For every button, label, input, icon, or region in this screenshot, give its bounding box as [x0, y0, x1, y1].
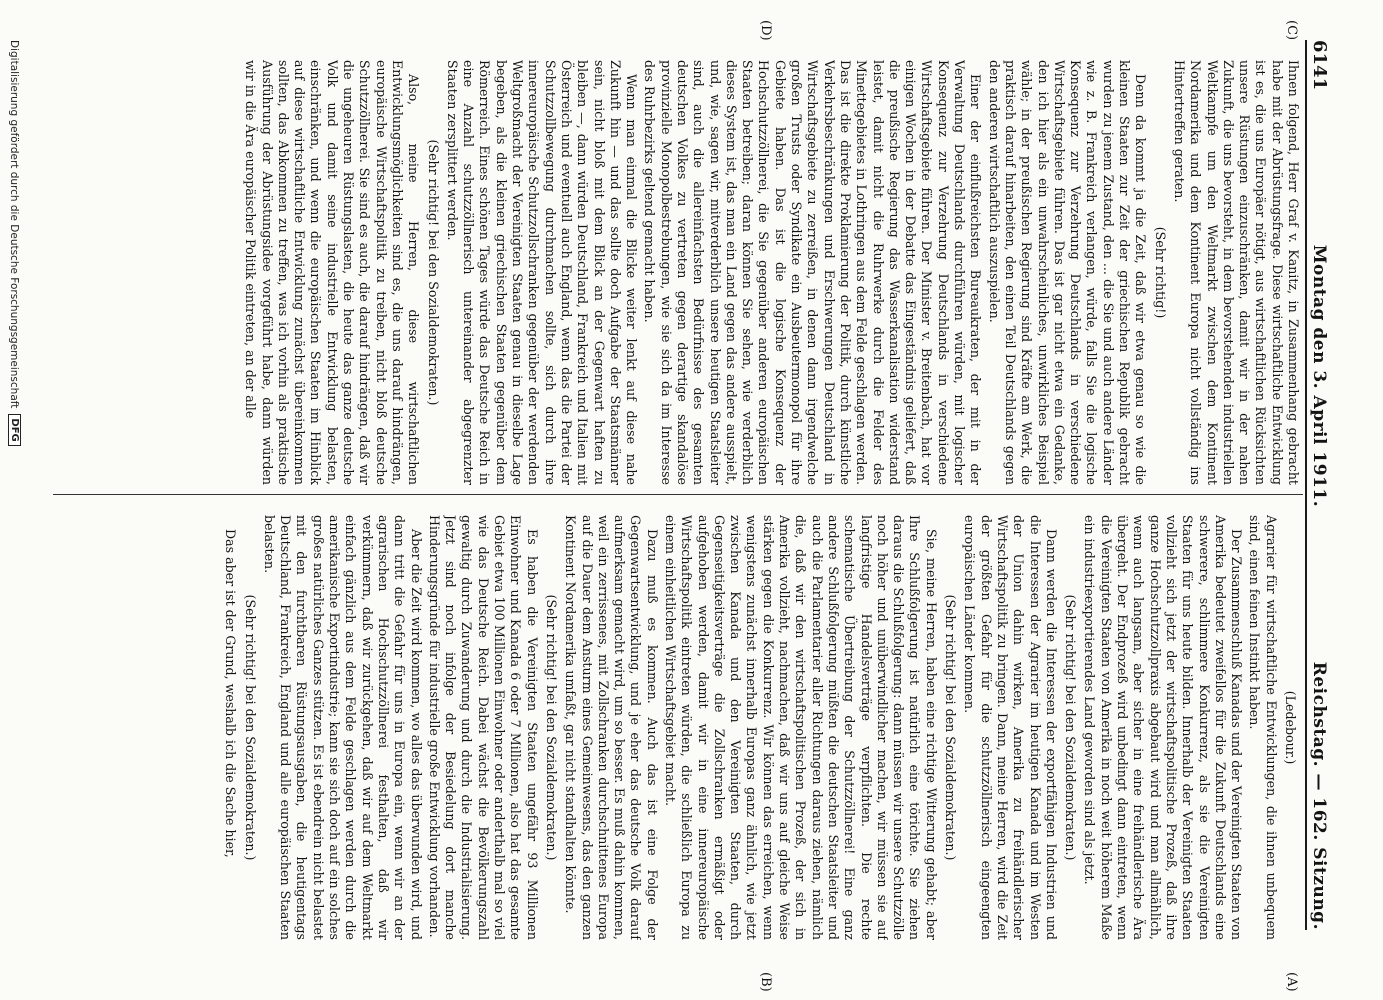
margin-letter-a: (A): [1284, 972, 1299, 992]
paragraph: Agrarier für wirtschaftliche Entwicklungen, die ihnen unbequem sind, einen feinen Instinkt haben.: [1247, 515, 1279, 940]
digitization-footer: [8, 40, 21, 960]
paragraph: Dazu muß es kommen. Auch das ist eine Folge der Gegenwartsentwicklung, und je eher das deutsche Volk darauf aufmerksam gemacht wird, um so besser. Es muß dahin kommen, weil ein zerrissenes, mit Zollschranken durchschnittenes Europa auf die Dauer dem Ansturm eines Gemeinwesens, das den ganzen Kontinent Nordamerika umfaßt, gar nicht standhalten könnte.: [563, 515, 660, 940]
interjection: (Sehr richtig! bei den Sozialdemokraten.): [943, 594, 959, 861]
page-title: Montag den 3. April 1911.: [1309, 244, 1329, 508]
column-divider: [53, 494, 1303, 495]
margin-letter-c: (C): [1284, 20, 1299, 41]
paragraph: Der Zusammenschluß Kanadas und der Vereinigten Staaten von Amerika bedeutet zweifellos für die Zukunft Deutschlands eine schwerere, schlimmere Konkurrenz, als sie die Vereinigten Staaten für uns heute bilden. Innerhalb der Vereinigten Staaten vollzieht sich jetzt der wirtschaftspolitische Prozeß, daß ihre ganze Hochschutzzollpraxis abgebaut wird und man allmählich, wenn auch langsam, aber sicher in eine freihändlerische Ära übergeht. Der Endprozeß wird unbedingt dann eintreten, wenn die Vereinigten Staaten von Amerika in noch weit höherem Maße ein industrieexportierendes Land geworden sind als jetzt.: [1082, 515, 1245, 940]
paragraph: Einer der einflußreichsten Bureaukraten, der mit in der Verwaltung Deutschlands durchführen würden, mit logischer Konsequenz zur Verzehrung Deutschlands in verschiedene Wirtschaftsgebiete führen. Der Minister v. Breitenbach, hat vor einigen Wochen in der Debatte das Eingeständnis geliefert, daß die preußische Regierung das Wasserkanalisation widerstand leistet, damit nicht die Ruhrwerke durch die Felder des Minettegebietes in Lothringen aus dem Felde geschlagen werden. Das ist die direkte Proklamierung der Politik, durch künstliche Verkehrsbeschränkungen und Erschwerungen Deutschland in Wirtschaftsgebiete zu zerreißen, in denen dann irgendwelche großen Trusts oder Syndikate ein Ausbeutermonopol für ihre Gebiete haben. Das ist die logische Konsequenz der Hochschutzzöllnerei, die Sie gegenüber anderen europäischen Staaten betreiben; daran können Sie sehen, wie verderblich dieses System ist, das man ein Land gegen das andere ausspielt, und, wie, sagen wir, mitverderblich unsere heutigen Staatsleiter sind, auch die allereinfachsten Bedürfnisse des gesamten deutschen Volkes zu vertreten gegen derartige skandalöse provinzielle Monopolbestrebungen, wie sie sich da im Interesse des Ruhrbezirks geltend gemacht haben.: [642, 60, 984, 485]
interjection: (Sehr richtig! bei den Sozialdemokraten.): [1063, 594, 1079, 861]
paragraph: Ihnen folgend, Herr Graf v. Kanitz, in Zusammenhang gebracht habe mit der Abrüstungsfrage. Diese wirtschaftliche Entwicklung ist es, die uns Europäer nötigt, aus wirtschaftlichen Rücksichten unsere Rüstungen einzuschränken, damit wir in der nahen Zukunft, die uns bevorsteht, in dem bevorstehenden industriellen Weltkampfe um den Weltmarkt zwischen dem Kontinent Nordamerika und dem Kontinent Europa nicht vollständig ins Hintertreffen geraten.: [1171, 60, 1301, 485]
interjection: (Sehr richtig! bei den Sozialdemokraten.): [242, 594, 258, 861]
interjection: (Sehr richtig! bei den Sozialdemokraten.): [425, 139, 441, 406]
paragraph: Es haben die Vereinigten Staaten ungefähr 93 Millionen Einwohner und Kanada 6 oder 7 Millionen, also hat das gesamte Gebiet etwa 100 Millionen Einwohner oder anderthalb mal so viel wie das Deutsche Reich. Dabei wächst die Bevölkerungszahl gewaltig durch Zuwanderung und durch die Industrialisierung. Jetzt sind noch infolge der Besiedelung dort manche Hinderungsgründe für industrielle große Entwicklung vorhanden.: [426, 515, 540, 940]
interjection: (Sehr richtig! bei den Sozialdemokraten.): [543, 594, 559, 861]
margin-letter-d: (D): [758, 20, 773, 41]
speaker-tag: (Ledebour.): [1283, 690, 1298, 765]
footer-text: Digitalisierung gefördert durch die Deutsche Forschungsgemeinschaft: [8, 40, 21, 409]
paragraph: Also, meine Herren, diese wirtschaftlichen Entwicklungsmöglichkeiten sind es, die uns darauf hindrängen, europäische Wirtschaftspolitik zu treiben, nicht bloß deutsche Schutzzöllnerei. Sie sind es auch, die darauf hindrängen, daß wir die ungeheuren Rüstungslasten, die heute das ganze deutsche Volk und damit seine industrielle Entwicklung belasten, einschränken, und wenn die europäischen Staaten im Hinblick auf diese wirtschaftliche Entwicklung zunächst übereinkommen sollten, das Abkommen zu treffen, was ich vorhin als praktische Ausführung der Abrüstungsidee vorgeführt habe, dann würden wir in die Ära europäischer Politik eintreten, an der alle: [243, 60, 422, 485]
text-column-right: [61, 60, 1301, 485]
interjection: (Sehr richtig!): [1152, 226, 1168, 319]
paragraph: Sie, meine Herren, haben eine richtige Witterung gehabt; aber Ihre Schlußfolgerung ist natürlich eine törichte. Sie ziehen daraus die Schlußfolgerung: dann müssen wir unsere Schutzzölle noch höher und unüberwindlicher machen, wir müssen sie auf langfristige Handelsverträge verpflichten. Die rechte schematische Übertreibung der Schutzzöllnerei! Eine ganz andere Schlußfolgerung müßten die deutschen Staatsleiter und auch die Parlamentarier aller Richtungen daraus ziehen, nämlich die, daß wir den wirtschaftspolitischen Prozeß, der sich in Amerika vollzieht, nachmachen, daß wir uns auf gleiche Weise stärken gegen die Konkurrenz. Wir können das erreichen, wenn wenigstens zunächst innerhalb Europas ganz ähnlich, wie jetzt zwischen Kanada und den Vereinigten Staaten, durch Gegenseitigkeitsverträge die Zollschranken ermäßigt oder aufgehoben werden, damit wir in eine innereuropäische Wirtschaftspolitik eintreten würden, die schließlich Europa zu einem einheitlichen Wirtschaftsgebiet macht.: [663, 515, 939, 940]
paragraph: Aber die Zeit wird kommen, wo alles das überwunden wird, und dann tritt die Gefahr für uns in Europa ein, wenn wir an der agrarischen Hochschutzzöllnerei festhalten, daß wir verkümmern, daß wir zurückgehen, daß wir auf dem Weltmarkt einfach gänzlich aus dem Felde geschlagen werden durch die amerikanische Exportindustrie; kann sie sich doch auf ein solches großes natürliches Ganzes stützen. Es ist ebendrein nicht belastet mit den furchtbaren Rüstungsausgaben, die heutigentags Deutschland, Frankreich, England und alle europäischen Staaten belasten.: [261, 515, 424, 940]
paragraph: Das aber ist der Grund, weshalb ich die Sache hier,: [223, 529, 239, 858]
page-number: 6141: [1309, 40, 1330, 91]
page-left-title: Reichstag. — 162. Sitzung.: [1309, 661, 1329, 930]
text-column-left: [61, 515, 1301, 940]
margin-letter-b: (B): [758, 972, 773, 992]
paragraph: Denn da kommt ja die Zeit, daß wir etwa genau so wie die kleinen Staaten zur Zeit der griechischen Republik gebracht wurden zu jenem Zustand, den ... die Sie und auch andere Länder wie z. B. Frankreich verlangen, würde, falls Sie die logische Konsequenz zur Verzehrung Deutschlands in verschiedene Wirtschaftsgebiete führen. Das ist gar nicht etwa ein Gedanke, den ich hier als ein unwahrscheinliches, unwirkliches Beispiel wähle; in der preußischen Regierung sind Kräfte am Werk, die praktisch darauf hinarbeiten, den einen Teil Deutschlands gegen den anderen wirtschaftlich auszuspielen.: [986, 60, 1149, 485]
page-header: [1305, 40, 1343, 930]
paragraph: Wenn man einmal die Blicke weiter lenkt auf diese nahe Zukunft hin — und das sollte doch Aufgabe der Staatsmänner sein, nicht bloß mit dem Blick an der Gegenwart haften zu bleiben —, dann würden Deutschland, Frankreich und Italien mit Österreich und eventuell auch England, wenn das die Partei der Schutzzollbewegung durchmachen sollte, sich durch ihre innereuropäische Schutzzollschranken gegenüber der werdenden Weltgroßmacht der Vereinigten Staaten genau in dieselbe Lage begeben, als die kleinen griechischen Staaten gegenüber dem Römerreich. Eines schönen Tages würde das Deutsche Reich in eine Anzahl schutzzöllnerisch untereinander abgegrenzter Staaten zersplittert werden.: [444, 60, 640, 485]
dfg-logo: DFG: [8, 414, 21, 445]
paragraph: Dann werden die Interessen der exportfähigen Industrien und die Interessen der Agrarier im heutigen Kanada und im Westen der Union dahin wirken, Amerika zu freihändlerischer Wirtschaftspolitik zu bringen. Dann, meine Herren, wird die Zeit der größten Gefahr für die schutzzöllnerisch eingeengten europäischen Länder kommen.: [962, 515, 1059, 940]
